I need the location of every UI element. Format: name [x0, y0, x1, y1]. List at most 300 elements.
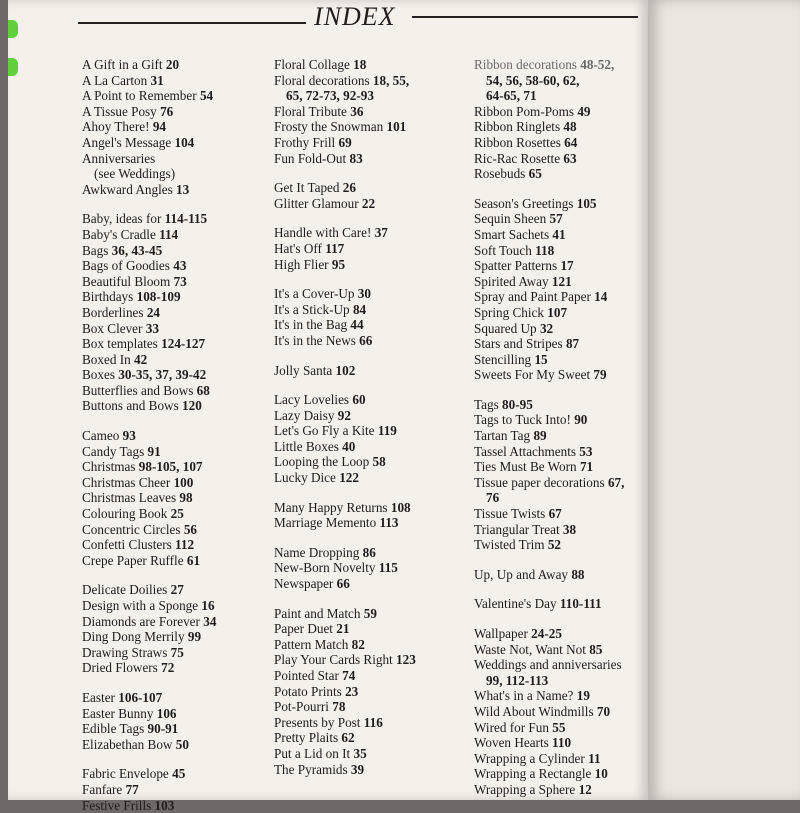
- index-entry: [82, 614, 268, 630]
- index-entry: [274, 257, 470, 273]
- section-gap: [82, 197, 268, 211]
- entry-title: Angel's Message: [82, 134, 172, 150]
- entry-page-number: 116: [363, 714, 383, 730]
- entry-page-number: 121: [551, 273, 572, 289]
- index-entry: [474, 243, 644, 259]
- index-entry: [82, 274, 268, 290]
- entry-page-number: 11: [588, 750, 601, 766]
- entry-title: Boxed In: [82, 351, 131, 367]
- index-entry: [274, 684, 470, 700]
- entry-title: Many Happy Returns: [274, 499, 388, 515]
- entry-title: Ribbon decorations: [474, 57, 577, 72]
- entry-title: Butterflies and Bows: [82, 382, 194, 398]
- entry-page-number: 75: [170, 644, 184, 660]
- entry-page-number: 43: [173, 258, 187, 274]
- index-entry: [274, 454, 470, 470]
- entry-title: Waste Not, Want Not: [474, 641, 586, 657]
- index-entry: [474, 166, 644, 182]
- entry-page-number: 20: [165, 57, 180, 72]
- section-gap: [82, 414, 268, 428]
- index-entry: [474, 537, 644, 553]
- index-entry: [474, 657, 644, 673]
- entry-title: Buttons and Bows: [82, 398, 179, 414]
- entry-page-number: 118: [535, 242, 555, 258]
- entry-title: Paint and Match: [274, 605, 361, 621]
- entry-page-number: 91: [147, 443, 161, 459]
- entry-title: Tartan Tag: [474, 428, 531, 444]
- section-gap: [274, 486, 470, 500]
- section-gap: [474, 383, 644, 397]
- entry-page-number: 98-105, 107: [138, 459, 203, 475]
- entry-page-number: 120: [182, 398, 202, 414]
- index-entry: [82, 459, 268, 475]
- entry-title: Bags of Goodies: [82, 258, 170, 274]
- entry-title: A Gift in a Gift: [82, 57, 163, 72]
- entry-page-number: 37: [374, 225, 388, 241]
- entry-title: Baby's Cradle: [82, 226, 156, 242]
- entry-page-number: 94: [152, 119, 166, 135]
- index-entry: [82, 104, 268, 120]
- index-entry: [474, 258, 644, 274]
- entry-title: Get It Taped: [274, 180, 340, 196]
- index-entry: [82, 305, 268, 321]
- entry-title: Pot-Pourri: [274, 699, 329, 715]
- entry-title: Baby, ideas for: [82, 211, 162, 227]
- entry-title: Ribbon Ringlets: [474, 119, 561, 135]
- entry-title: Box templates: [82, 336, 158, 352]
- entry-title: Boxes: [82, 367, 115, 383]
- entry-page-number: 59: [363, 605, 377, 621]
- entry-title: Potato Prints: [274, 683, 342, 699]
- page-title: INDEX: [314, 2, 396, 31]
- entry-title: Play Your Cards Right: [274, 652, 393, 668]
- entry-page-number: 106-107: [118, 689, 163, 705]
- entry-title: Stars and Stripes: [474, 336, 563, 352]
- entry-page-number: 90-91: [147, 721, 179, 737]
- index-entry: [82, 211, 268, 227]
- entry-title: Tassel Attachments: [474, 443, 576, 459]
- index-entry: [474, 336, 644, 352]
- entry-title: Pointed Star: [274, 668, 339, 683]
- entry-title: A La Carton: [82, 72, 148, 88]
- index-entry: [474, 475, 644, 491]
- index-entry: [82, 690, 268, 706]
- index-entry: [274, 762, 470, 778]
- index-entry: [274, 73, 470, 89]
- entry-page-number: 82: [351, 636, 365, 652]
- entry-title: Glitter Glamour: [274, 195, 359, 211]
- index-entry: [82, 135, 268, 151]
- entry-page-number: 53: [579, 443, 593, 459]
- entry-page-number: 30-35, 37, 39-42: [118, 367, 207, 383]
- index-entry: [474, 766, 644, 782]
- entry-title: Pretty Plaits: [274, 730, 339, 746]
- index-entry: [274, 104, 470, 120]
- section-gap: [474, 553, 644, 567]
- index-entry: [474, 567, 644, 583]
- entry-page-number: 112: [175, 537, 195, 553]
- index-entry: [474, 227, 644, 243]
- entry-page-number: 88: [571, 566, 585, 582]
- entry-title: Confetti Clusters: [82, 537, 172, 553]
- entry-page-number: 102: [335, 362, 356, 378]
- index-entry: [474, 305, 644, 321]
- index-entry: [82, 553, 268, 569]
- entry-title: Handle with Care!: [274, 225, 372, 241]
- entry-title: What's in a Name?: [474, 688, 574, 704]
- entry-page-number: 68: [196, 382, 210, 398]
- index-entry: [274, 88, 470, 104]
- entry-title: Design with a Sponge: [82, 598, 199, 613]
- section-gap: [474, 612, 644, 626]
- entry-title: Woven Hearts: [474, 735, 549, 751]
- entry-page-number: 22: [361, 195, 376, 211]
- entry-page-number: 61: [186, 552, 201, 568]
- entry-title: Sequin Sheen: [474, 211, 547, 227]
- entry-page-number: 105: [576, 195, 597, 211]
- entry-title: Soft Touch: [474, 242, 532, 258]
- entry-page-number: 48-52,: [580, 57, 615, 72]
- entry-page-number: 119: [377, 423, 397, 439]
- index-entry: [474, 626, 644, 642]
- entry-page-number: 64: [564, 134, 578, 150]
- entry-title: Squared Up: [474, 320, 537, 336]
- entry-page-number: 56: [183, 521, 197, 537]
- index-header: [78, 2, 638, 32]
- entry-title: Christmas: [82, 459, 136, 475]
- entry-title: Newspaper: [274, 576, 334, 592]
- index-entry: [474, 274, 644, 290]
- index-entry: [82, 706, 268, 722]
- entry-title: Twisted Trim: [474, 537, 545, 553]
- entry-page-number: 99, 112-113: [486, 672, 549, 688]
- entry-page-number: 13: [176, 181, 190, 197]
- index-entry: [474, 673, 644, 689]
- entry-page-number: 48: [563, 119, 577, 135]
- entry-page-number: 80-95: [502, 396, 533, 412]
- entry-title: Marriage Memento: [274, 515, 377, 531]
- entry-title: Elizabethan Bow: [82, 736, 173, 752]
- index-entry: [82, 582, 268, 598]
- entry-page-number: 101: [386, 119, 407, 135]
- entry-title: Floral decorations: [274, 72, 370, 88]
- section-gap: [82, 752, 268, 766]
- entry-page-number: 14: [594, 289, 608, 305]
- entry-page-number: 18: [353, 57, 367, 72]
- index-entry: [474, 367, 644, 383]
- entry-title: Put a Lid on It: [274, 745, 351, 761]
- index-entry: [274, 730, 470, 746]
- index-entry: [274, 180, 470, 196]
- index-entry: [474, 751, 644, 767]
- index-entry: [82, 88, 268, 104]
- index-entry: [82, 166, 268, 182]
- entry-title: Fabric Envelope: [82, 766, 169, 782]
- entry-title: Ties Must Be Worn: [474, 459, 577, 475]
- section-gap: [274, 166, 470, 180]
- entry-title: Fun Fold-Out: [274, 150, 347, 166]
- entry-title: A Tissue Posy: [82, 103, 157, 119]
- book-page: [8, 0, 648, 813]
- entry-page-number: 117: [325, 240, 345, 256]
- entry-page-number: 24-25: [531, 626, 562, 641]
- entry-title: Tissue Twists: [474, 506, 546, 522]
- index-entry: [474, 688, 644, 704]
- index-entry: [474, 88, 644, 104]
- index-entry: [82, 182, 268, 198]
- index-entry: [82, 151, 268, 167]
- entry-page-number: 67,: [607, 474, 625, 490]
- index-entry: [474, 135, 644, 151]
- entry-title: A Point to Remember: [82, 88, 197, 104]
- entry-title: Jolly Santa: [274, 362, 333, 378]
- index-entry: [82, 660, 268, 676]
- index-entry: [274, 439, 470, 455]
- entry-title: Spatter Patterns: [474, 258, 558, 274]
- entry-page-number: 100: [173, 474, 194, 490]
- entry-page-number: 124-127: [161, 336, 206, 352]
- entry-page-number: 76: [160, 103, 174, 119]
- entry-title: Pattern Match: [274, 636, 349, 652]
- index-entry: [274, 560, 470, 576]
- entry-page-number: 60: [352, 392, 366, 408]
- entry-page-number: 113: [379, 515, 399, 531]
- entry-title: Ding Dong Merrily: [82, 629, 185, 645]
- entry-title: Season's Greetings: [474, 195, 574, 211]
- entry-page-number: 93: [122, 428, 136, 444]
- entry-title: Festive Frills: [82, 797, 152, 813]
- index-entry: [274, 135, 470, 151]
- section-gap: [274, 531, 470, 545]
- entry-page-number: 103: [154, 797, 175, 813]
- index-entry: [274, 652, 470, 668]
- entry-page-number: 76: [486, 490, 500, 506]
- index-entry: [274, 515, 470, 531]
- index-entry: [474, 119, 644, 135]
- entry-title: It's in the Bag: [274, 317, 348, 333]
- entry-page-number: 65, 72-73, 92-93: [286, 88, 374, 104]
- entry-page-number: 70: [596, 703, 611, 719]
- index-entry: [474, 720, 644, 736]
- entry-title: Dried Flowers: [82, 660, 158, 676]
- entry-page-number: 49: [577, 103, 591, 119]
- entry-title: Up, Up and Away: [474, 566, 569, 582]
- entry-title: It's a Cover-Up: [274, 286, 355, 302]
- entry-title: Candy Tags: [82, 443, 145, 459]
- entry-page-number: 45: [172, 766, 186, 782]
- section-gap: [274, 211, 470, 225]
- entry-title: Frothy Frill: [274, 134, 336, 150]
- entry-page-number: 77: [125, 781, 139, 797]
- index-entry: [474, 397, 644, 413]
- entry-page-number: 26: [342, 180, 356, 196]
- index-entry: [474, 444, 644, 460]
- entry-page-number: 18, 55,: [372, 72, 410, 88]
- index-entry: [82, 57, 268, 73]
- index-entry: [474, 289, 644, 305]
- index-entry: [82, 490, 268, 506]
- entry-title: Triangular Treat: [474, 521, 560, 537]
- entry-title: Spirited Away: [474, 273, 549, 289]
- entry-title: Smart Sachets: [474, 226, 550, 242]
- entry-page-number: 52: [547, 537, 562, 553]
- index-entry: [82, 398, 268, 414]
- entry-page-number: 33: [145, 320, 159, 336]
- entry-page-number: 55: [552, 719, 566, 735]
- index-entry: [274, 545, 470, 561]
- entry-page-number: 21: [336, 621, 350, 637]
- index-entry: [82, 782, 268, 798]
- index-entry: [474, 459, 644, 475]
- entry-page-number: 73: [173, 273, 187, 289]
- entry-title: Name Dropping: [274, 544, 360, 560]
- entry-title: Ric-Rac Rosette: [474, 150, 561, 166]
- section-gap: [82, 676, 268, 690]
- entry-page-number: 108-109: [136, 289, 181, 305]
- index-entry: [474, 506, 644, 522]
- entry-page-number: 66: [336, 576, 350, 592]
- entry-page-number: 89: [533, 428, 547, 444]
- index-entry: [474, 196, 644, 212]
- entry-page-number: 27: [170, 582, 184, 598]
- entry-title: Easter: [82, 689, 115, 705]
- entry-page-number: 115: [378, 560, 398, 576]
- index-entry: [274, 606, 470, 622]
- entry-title: Ribbon Rosettes: [474, 134, 561, 150]
- index-column-2: [274, 57, 470, 777]
- index-entry: [474, 412, 644, 428]
- entry-page-number: 63: [563, 150, 577, 166]
- index-entry: [474, 211, 644, 227]
- entry-title: Wrapping a Sphere: [474, 781, 576, 797]
- index-entry: [274, 317, 470, 333]
- index-entry: [274, 470, 470, 486]
- header-rule-right: [412, 16, 638, 18]
- entry-title: Rosebuds: [474, 166, 526, 182]
- entry-title: Beautiful Bloom: [82, 273, 171, 289]
- entry-title: Diamonds are Forever: [82, 613, 200, 629]
- edge-highlight-mark: [8, 20, 18, 38]
- entry-title: Weddings and anniversaries: [474, 657, 622, 673]
- entry-page-number: 78: [332, 699, 346, 715]
- index-entry: [274, 363, 470, 379]
- index-entry: [82, 383, 268, 399]
- entry-title: Anniversaries: [82, 150, 156, 166]
- entry-page-number: 42: [134, 351, 148, 367]
- entry-title: Drawing Straws: [82, 644, 168, 660]
- index-entry: [82, 428, 268, 444]
- entry-title: Delicate Doilies: [82, 582, 168, 598]
- entry-title: Lacy Lovelies: [274, 392, 350, 408]
- entry-page-number: 17: [560, 258, 574, 274]
- entry-title: Wrapping a Rectangle: [474, 766, 592, 782]
- entry-page-number: 87: [565, 336, 580, 352]
- entry-page-number: 83: [349, 150, 363, 166]
- entry-title: Frosty the Snowman: [274, 119, 384, 135]
- entry-page-number: 54: [199, 88, 214, 104]
- index-entry: [274, 500, 470, 516]
- entry-title: Lazy Daisy: [274, 407, 335, 423]
- entry-page-number: 58: [372, 454, 386, 470]
- index-entry: [274, 392, 470, 408]
- entry-page-number: 66: [359, 332, 373, 348]
- entry-page-number: 39: [350, 761, 365, 777]
- entry-page-number: 16: [201, 598, 215, 613]
- index-entry: [82, 289, 268, 305]
- edge-highlight-mark: [8, 58, 18, 76]
- index-entry: [274, 637, 470, 653]
- entry-page-number: 12: [578, 781, 592, 797]
- entry-page-number: 23: [345, 683, 359, 699]
- entry-page-number: 114-115: [164, 211, 208, 227]
- index-entry: [82, 119, 268, 135]
- entry-title: Hat's Off: [274, 240, 322, 256]
- entry-page-number: 15: [534, 351, 548, 367]
- index-entry: [274, 225, 470, 241]
- entry-title: Fanfare: [82, 781, 123, 797]
- entry-page-number: 41: [552, 226, 566, 242]
- entry-page-number: 32: [539, 320, 554, 336]
- entry-page-number: 85: [589, 641, 603, 657]
- index-entry: [474, 73, 644, 89]
- entry-title: Paper Duet: [274, 621, 333, 637]
- index-entry: [474, 321, 644, 337]
- entry-page-number: 38: [562, 521, 577, 537]
- entry-title: Wild About Windmills: [474, 703, 594, 719]
- facing-page: [648, 0, 800, 800]
- index-entry: [82, 737, 268, 753]
- entry-page-number: 123: [396, 652, 416, 668]
- index-entry: [82, 444, 268, 460]
- entry-page-number: 98: [179, 490, 193, 506]
- entry-page-number: 30: [357, 286, 371, 302]
- entry-title: Ahoy There!: [82, 119, 150, 135]
- index-entry: [474, 782, 644, 798]
- index-entry: [274, 408, 470, 424]
- entry-title: Christmas Leaves: [82, 490, 177, 506]
- index-entry: [82, 506, 268, 522]
- index-entry: [274, 286, 470, 302]
- entry-page-number: 110: [552, 735, 572, 751]
- index-entry: [82, 522, 268, 538]
- index-entry: [82, 227, 268, 243]
- entry-title: Tags: [474, 396, 499, 412]
- entry-page-number: 72: [161, 660, 175, 676]
- entry-page-number: 19: [576, 688, 590, 704]
- entry-page-number: 36, 43-45: [111, 242, 163, 258]
- index-entry: [82, 475, 268, 491]
- entry-page-number: 99: [187, 629, 202, 645]
- entry-title: Awkward Angles: [82, 181, 173, 197]
- entry-page-number: 95: [331, 256, 346, 272]
- index-entry: [274, 699, 470, 715]
- entry-page-number: 86: [362, 544, 376, 560]
- entry-page-number: 92: [337, 407, 351, 423]
- entry-title: Let's Go Fly a Kite: [274, 423, 375, 439]
- entry-title: (see Weddings): [94, 166, 176, 182]
- index-entry: [474, 151, 644, 167]
- index-entry: [274, 57, 470, 73]
- entry-title: Floral Tribute: [274, 103, 347, 119]
- entry-title: Borderlines: [82, 304, 144, 320]
- entry-title: Ribbon Pom-Poms: [474, 103, 575, 119]
- header-rule-left: [78, 22, 306, 24]
- entry-page-number: 104: [174, 134, 195, 150]
- entry-title: Bags: [82, 242, 109, 258]
- index-entry: [474, 104, 644, 120]
- index-entry: [82, 336, 268, 352]
- index-entry: [82, 645, 268, 661]
